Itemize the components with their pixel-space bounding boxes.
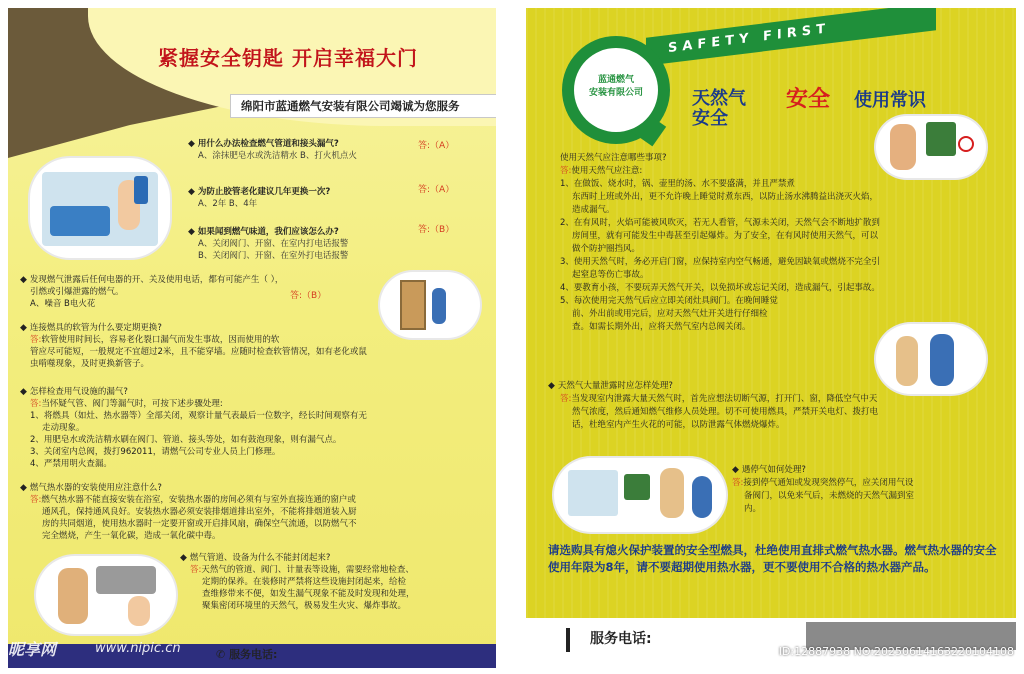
- right-intro-answer-label: 答:: [560, 166, 572, 176]
- quiz-5-answer-line1: 软管使用时间长，容易老化裂口漏气而发生事故，因而使用的软: [41, 335, 280, 345]
- list-item: 查。如需长期外出，应将天然气室内总阀关闭。: [572, 322, 751, 332]
- left-page: [8, 8, 496, 668]
- right-intro-block: [560, 152, 1000, 178]
- quiz-1-answer: 答:（A）: [418, 141, 455, 151]
- right-intro-answer: 使用天然气应注意:: [571, 166, 643, 176]
- quiz-item-1: ◆ 用什么办法检查燃气管道和接头漏气? A、涂抹肥皂水或洗洁精水 B、打火机点火: [188, 138, 478, 162]
- stove-illustration: [554, 458, 726, 532]
- quiz-5-answer-line3: 虫啃噬现象，及时更换新管子。: [30, 359, 150, 369]
- quiz-3-answer: 答:（B）: [418, 225, 455, 235]
- quiz-8-answer-line3: 查维修带来不便，如发生漏气现象不能及时发现和处理，: [202, 589, 415, 599]
- safety-first-banner: SAFETY FIRST: [646, 8, 936, 66]
- list-item: 4、要教育小孩，不要玩弄天然气开关，以免损坏或忘记关闭，造成漏气，引起事故。: [560, 283, 880, 293]
- quiz-2-options: A、2年 B、4年: [198, 199, 258, 209]
- quiz-item-7: ◆ 燃气热水器的安装使用应注意什么? 答:燃气热水器不能直接安装在浴室，安装热水器的房间必须有与室外直接连通的窗户或 通风孔，保持通风良好。安装热水器必须安装排烟道排出室外，不能将排烟道装入厨 房的共同烟道，使用热水器时一定要开窗或开启排风扇，确保空气流通，以防燃气不 完全燃烧，产生一氧化碳，造成一氧化碳中毒。: [20, 482, 490, 542]
- list-item: 1、在做饭、烧水时，锅、壶里的汤、水不要盛满，并且严禁煮: [560, 179, 795, 189]
- company-banner: 绵阳市蓝通燃气安装有限公司竭诚为您服务: [230, 94, 496, 118]
- quiz-3-option-b: B、关闭阀门、开窗、在室外打电话报警: [198, 251, 349, 261]
- leak-answer-label: 答:: [560, 394, 572, 404]
- right-title-part-2: 安全: [692, 108, 728, 129]
- quiz-7-answer-line4: 完全燃烧，产生一氧化碳，造成一氧化碳中毒。: [42, 531, 221, 541]
- quiz-7-question: 燃气热水器的安装使用应注意什么?: [29, 483, 162, 493]
- quiz-4-answer: 答:（B）: [290, 291, 327, 301]
- quiz-3-question: 如果闻到燃气味道，我们应该怎么办?: [197, 227, 339, 237]
- right-service-label: 服务电话:: [590, 631, 652, 647]
- quiz-6-step-2: 2、用肥皂水或洗洁精水刷在阀门、管道、接头等处，如有鼓泡现象，则有漏气点。: [30, 435, 342, 445]
- list-item: 3、使用天然气时，务必开启门窗，应保持室内空气畅通，避免因缺氧或燃烧不完全引: [560, 257, 880, 267]
- quiz-5-answer-label: 答:: [30, 335, 42, 345]
- list-item: 房间里，就有可能发生中毒甚至引起爆炸。为了安全，在有风时使用天然气，可以: [572, 231, 879, 241]
- quiz-2-answer: 答:（A）: [418, 185, 455, 195]
- quiz-8-answer-line4: 聚集密闭环境里的天然气，极易发生火灾、爆炸事故。: [202, 601, 407, 611]
- list-item: 5、每次使用完天然气后应立即关闭灶具阀门。在晚间睡觉: [560, 296, 778, 306]
- quiz-5-answer-line2: 管应尽可能短，一般规定不宜超过2米，且不能穿墙。应随时检查软管情况，如有老化或鼠: [30, 347, 367, 357]
- leak-block: ◆ 天然气大量泄露时应怎样处理? 答:当发现室内泄露大量天然气时，首先应想法切断气源，打开门、窗，降低空气中天 然气浓度，然后通知燃气维修人员处理。切不可使用燃具，严禁开关电灯、拨打电 话，杜绝室内产生火花的可能，以防泄露气体燃烧爆炸。: [548, 380, 998, 432]
- logo-line-1: 蓝通燃气: [597, 75, 634, 85]
- quiz-item-6: ◆ 怎样检查用气设施的漏气? 答:当怀疑气管、阀门等漏气时，可按下述步骤处理: 1、将燃具（如灶、热水器等）全部关闭，观察计量气表最后一位数字，经长时间观察有无 走动现象。 2、用肥皂水或洗洁精水刷在阀门、管道、接头等处，如有鼓泡现象，则有漏气点。 3、关闭室内总阀，拨打962011，请燃气公司专业人员上门修理。 4、严禁用明火查漏。: [20, 386, 490, 470]
- right-title-part-3: 使用常识: [854, 90, 926, 111]
- stop-question: 遇停气如何处理?: [741, 465, 806, 475]
- leak-question: 天然气大量泄露时应怎样处理?: [557, 381, 673, 391]
- watermark-brand: 昵享网: [8, 640, 57, 659]
- list-item: 2、在有风时，火焰可能被风吹灭，若无人看管，气源未关闭，天然气会不断地扩散到: [560, 218, 880, 228]
- leak-answer-line2: 然气浓度，然后通知燃气维修人员处理。切不可使用燃具，严禁开关电灯、拨打电: [572, 407, 879, 417]
- watermark-id: ID:12887938 NO:20250614163220104108: [778, 645, 1014, 658]
- quiz-8-answer-line1: 天然气的管道、阀门、计量表等设施，需要经常地检查、: [201, 565, 414, 575]
- right-items-list: [560, 178, 1010, 334]
- quiz-7-answer-label: 答:: [30, 495, 42, 505]
- quiz-6-question: 怎样检查用气设施的漏气?: [29, 387, 128, 397]
- leak-answer-line3: 话，杜绝室内产生火花的可能，以防泄露气体燃烧爆炸。: [572, 420, 785, 430]
- list-item: 前、外出前或用完后，应对天然气灶开关进行仔细检: [572, 309, 768, 319]
- left-service-phone: [216, 646, 277, 662]
- kitchen-illustration: [30, 158, 170, 258]
- stop-answer-line1: 接到停气通知或发现突然停气，应关闭用气设: [743, 478, 914, 488]
- quiz-7-answer-line3: 房的共同烟道，使用热水器时一定要开窗或开启排风扇，确保空气流通，以防燃气不: [42, 519, 357, 529]
- quiz-4-question-line1: 发现燃气泄露后任何电器的开、关及使用电话，都有可能产生（ ），: [29, 275, 284, 285]
- right-title-part-1: 天然气: [692, 88, 746, 109]
- right-title-highlight: 安全: [786, 87, 831, 112]
- quiz-item-3: ◆ 如果闻到燃气味道，我们应该怎么办? A、关闭阀门、开窗、在室内打电话报警 B、关闭阀门、开窗、在室外打电话报警: [188, 226, 478, 262]
- list-item: 做个防护圈挡风。: [572, 244, 641, 254]
- quiz-8-answer-label: 答:: [190, 565, 202, 575]
- quiz-6-step-3: 3、关闭室内总阀，拨打962011，请燃气公司专业人员上门修理。: [30, 447, 281, 457]
- quiz-8-answer-line2: 定期的保养。在装修时严禁将这些设施封闭起来，给检: [202, 577, 407, 587]
- page-gap: [496, 0, 526, 674]
- list-item: 起窒息等伤亡事故。: [572, 270, 649, 280]
- stop-answer-label: 答:: [732, 478, 744, 488]
- quiz-1-question: 用什么办法检查燃气管道和接头漏气?: [197, 139, 339, 149]
- quiz-6-step-1b: 走动现象。: [42, 423, 85, 433]
- quiz-6-answer-label: 答:: [30, 399, 42, 409]
- right-intro-question: 使用天然气应注意哪些事项?: [560, 153, 667, 163]
- quiz-item-5: ◆ 连接燃具的软管为什么要定期更换? 答:软管使用时间长，容易老化裂口漏气而发生事故，因而使用的软 管应尽可能短，一般规定不宜超过2米，且不能穿墙。应随时检查软管情况，如有老化或鼠 虫啃噬现象，及时更换新管子。: [20, 322, 490, 370]
- leak-answer-line1: 当发现室内泄露大量天然气时，首先应想法切断气源，打开门、窗，降低空气中天: [571, 394, 878, 404]
- quiz-7-answer-line2: 通风孔，保持通风良好。安装热水器必须安装排烟道排出室外，不能将排烟道装入厨: [42, 507, 357, 517]
- right-page: [526, 8, 1016, 668]
- quiz-1-options: A、涂抹肥皂水或洗洁精水 B、打火机点火: [198, 151, 357, 161]
- phone-icon: [566, 628, 570, 652]
- quiz-2-question: 为防止胶管老化建议几年更换一次?: [197, 187, 331, 197]
- quiz-6-step-4: 4、严禁用明火查漏。: [30, 459, 112, 469]
- quiz-item-4: ◆ 发现燃气泄露后任何电器的开、关及使用电话，都有可能产生（ ）， 引燃或引爆泄露的燃气。 A、噪音 B电火花: [20, 274, 400, 310]
- left-service-label: 服务电话:: [229, 648, 278, 661]
- stop-answer-line3: 内。: [744, 504, 762, 514]
- quiz-6-answer-intro: 当怀疑气管、阀门等漏气时，可按下述步骤处理:: [41, 399, 223, 409]
- list-item: 东西时上班或外出，更不允许晚上睡觉时煮东西，以防止汤水沸腾益出浇灭火焰，: [572, 192, 879, 202]
- stop-block: ◆ 遇停气如何处理? 答:接到停气通知或发现突然停气，应关闭用气设 备阀门，以免来气后，未燃烧的天然气漏到室 内。: [732, 464, 1002, 516]
- quiz-8-question: 燃气管道、设备为什么不能封闭起来?: [189, 553, 331, 563]
- quiz-3-option-a: A、关闭阀门、开窗、在室内打电话报警: [198, 239, 349, 249]
- left-main-title: 紧握安全钥匙 开启幸福大门: [158, 46, 418, 70]
- logo-line-2: 安装有限公司: [588, 88, 643, 98]
- meter-illustration: [36, 556, 176, 634]
- quiz-item-2: ◆ 为防止胶管老化建议几年更换一次? A、2年 B、4年: [188, 186, 478, 210]
- quiz-6-step-1a: 1、将燃具（如灶、热水器等）全部关闭，观察计量气表最后一位数字，经长时间观察有无: [30, 411, 367, 421]
- watermark-url: www.nipic.cn: [95, 641, 181, 656]
- phone-icon: ✆: [216, 648, 226, 661]
- quiz-7-answer-line1: 燃气热水器不能直接安装在浴室，安装热水器的房间必须有与室外直接连通的窗户或: [41, 495, 356, 505]
- quiz-5-question: 连接燃具的软管为什么要定期更换?: [29, 323, 162, 333]
- list-item: 造成漏气。: [572, 205, 615, 215]
- purchase-notice: 请选购具有熄火保护装置的安全型燃具，杜绝使用直排式燃气热水器。燃气热水器的安全使用年限为8年，请不要超期使用热水器，更不要使用不合格的热水器产品。: [548, 543, 997, 574]
- company-logo: [574, 48, 658, 132]
- quiz-4-options: A、噪音 B电火花: [30, 299, 96, 309]
- quiz-4-question-line2: 引燃或引爆泄露的燃气。: [30, 287, 124, 297]
- stop-answer-line2: 备阀门，以免来气后，未燃烧的天然气漏到室: [744, 491, 915, 501]
- quiz-item-8: ◆ 燃气管道、设备为什么不能封闭起来? 答:天然气的管道、阀门、计量表等设施，需要经常地检查、 定期的保养。在装修时严禁将这些设施封闭起来，给检 查维修带来不便，如发生漏气现象不能及时发现和处理， 聚集密闭环境里的天然气，极易发生火灾、爆炸事故。: [180, 552, 490, 612]
